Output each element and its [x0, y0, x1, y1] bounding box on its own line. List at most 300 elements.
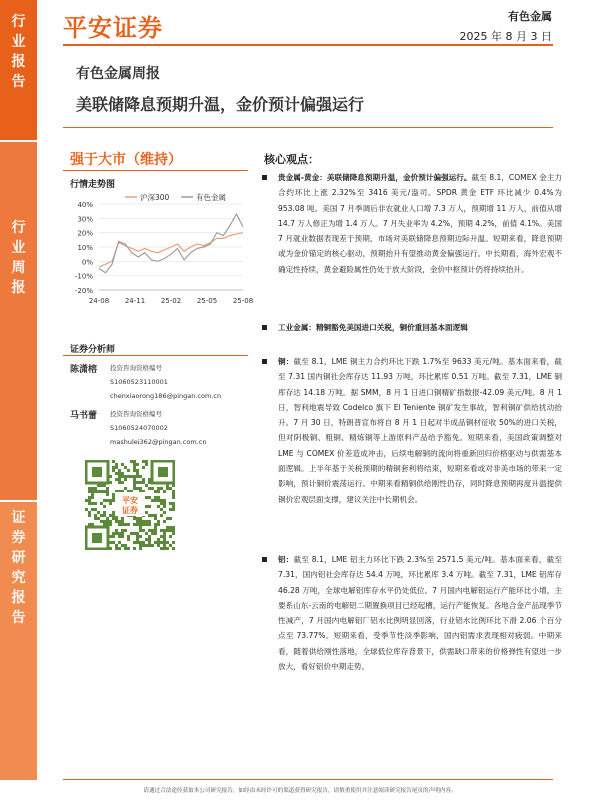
qr-module — [85, 499, 88, 502]
qr-module — [112, 460, 115, 463]
qr-module — [85, 508, 88, 511]
qr-module — [109, 514, 112, 517]
qr-module — [121, 535, 124, 538]
side-band-char: 报 — [11, 590, 26, 606]
qr-module — [142, 520, 145, 523]
qr-module — [136, 487, 139, 490]
qr-module — [124, 544, 127, 547]
qr-module — [139, 481, 142, 484]
qr-module — [160, 529, 163, 532]
qr-module — [112, 532, 115, 535]
qr-module — [139, 475, 142, 478]
qr-module — [157, 541, 160, 544]
qr-module — [94, 487, 97, 490]
qr-module — [139, 535, 142, 538]
qr-module — [163, 535, 166, 538]
qr-module — [139, 487, 142, 490]
qr-module — [148, 529, 151, 532]
qr-module — [112, 496, 115, 499]
bullet-body: 截至 8.1，LME 铜主力合约环比下跌 1.7%至 9633 美元/吨。基本面来看，截至 7.31 国内铜社会库存达 11.93 万吨，环比累库 0.51 万吨。截至 7.31，LME 铜库存达 14.18 万吨。据 SMM，8 月 1 日进口铜精矿指数报-42.09 美元/吨。8 月 1 日，智利地震导致 Codelco 旗下 El Teniente 铜矿发生事故，智利铜矿供给扰动抬升。7 月 30 日，特朗普宣布将自 8 月 1 日起对半成品铜材征收 50%的进口关税，但对阴极铜、粗铜、精炼铜等上游原料产品给予豁免。短期来看，美国政策调整对 LME 与 COMEX 价差造成冲击，后续电解铜的流向将重新回归价格驱动与供需基本面逻辑。上半年基于关税预期的精铜套利将结束，短期来看或对非美市场的带来一定影响，预计铜价震荡运行。中期来看精铜供给刚性仍存，同时降息预期再度升温提供铜价宏观层面支撑，建议关注中长期机会。 — [278, 357, 562, 504]
qr-module — [100, 490, 103, 493]
qr-module — [163, 529, 166, 532]
qr-module — [160, 487, 163, 490]
qr-module — [148, 544, 151, 547]
qr-module — [133, 481, 136, 484]
qr-module — [115, 520, 118, 523]
qr-finder-center — [92, 467, 102, 477]
bullet-body: 截至 8.1，COMEX 金主力合约环比上涨 2.32%至 3416 美元/盎司。SPDR 黄金 ETF 环比减少 0.4%为 953.08 吨。美国 7 月季调后非农就业人口增 7.3 万人，预期增 11 万人，前值从增 14.7 万人修正为增 1.4 万人。7 月失业率为 4.2%，预期 4.2%，前值 4.1%。美国 7 月就业数据表现差于预期，市场对美联储降息预期边际升温。短期来看，降息预期或为金价锚定的核心驱动，预期抬升有望推动黄金偏强运行。中长期看，海外宏观不确定性持续，黄金避险属性仍处于放大阶段，金价中枢预计仍将持续抬升。 — [278, 173, 562, 274]
side-band-char: 券 — [11, 530, 26, 546]
qr-module — [121, 472, 124, 475]
qr-module — [124, 487, 127, 490]
qr-module — [91, 496, 94, 499]
side-band-char: 报 — [11, 54, 26, 70]
core-bullet-gold — [262, 170, 562, 277]
qr-module — [130, 460, 133, 463]
analyst-name: 马书蕾 — [70, 411, 98, 421]
qr-finder-center — [158, 467, 168, 477]
report-date: 2025 年 8 月 3 日 — [459, 30, 552, 43]
qr-module — [118, 469, 121, 472]
qr-module — [100, 514, 103, 517]
qr-module — [172, 532, 175, 535]
qr-module — [154, 496, 157, 499]
chart-y-tick-label: 20% — [77, 229, 93, 238]
side-band-char: 证 — [11, 510, 26, 526]
qr-module — [151, 529, 154, 532]
qr-module — [169, 487, 172, 490]
qr-module — [130, 532, 133, 535]
analyst-cert-label: 投资咨询资格编号 — [110, 410, 162, 418]
qr-module — [145, 484, 148, 487]
qr-module — [103, 505, 106, 508]
qr-module — [163, 544, 166, 547]
qr-module — [172, 526, 175, 529]
qr-module — [88, 514, 91, 517]
qr-module — [133, 469, 136, 472]
qr-module — [172, 490, 175, 493]
qr-module — [145, 520, 148, 523]
qr-module — [157, 523, 160, 526]
side-band-char: 周 — [11, 260, 26, 276]
qr-module — [160, 502, 163, 505]
rating-divider — [63, 170, 248, 171]
qr-module — [154, 490, 157, 493]
title-divider — [63, 127, 553, 128]
qr-module — [145, 544, 148, 547]
header-divider — [63, 44, 553, 46]
qr-module — [115, 529, 118, 532]
qr-module — [133, 460, 136, 463]
qr-module — [154, 541, 157, 544]
qr-module — [121, 481, 124, 484]
qr-module — [148, 496, 151, 499]
qr-module — [124, 478, 127, 481]
chart-title: 行情走势图 — [70, 180, 116, 190]
qr-module — [106, 493, 109, 496]
chart-x-tick-label: 24-08 — [88, 297, 110, 305]
side-band-char: 告 — [11, 74, 26, 90]
qr-module — [133, 487, 136, 490]
qr-module — [169, 535, 172, 538]
qr-module — [139, 526, 142, 529]
qr-module — [121, 523, 124, 526]
qr-module — [154, 532, 157, 535]
qr-module — [148, 487, 151, 490]
side-band-char: 研 — [11, 550, 26, 566]
qr-module — [136, 535, 139, 538]
qr-module — [94, 490, 97, 493]
qr-module — [142, 466, 145, 469]
qr-module — [118, 547, 121, 550]
qr-module — [133, 478, 136, 481]
qr-module — [148, 505, 151, 508]
chart-y-tick-label: 40% — [77, 201, 93, 209]
qr-module — [121, 463, 124, 466]
qr-module — [112, 535, 115, 538]
chart-y-tick-label: 10% — [77, 244, 93, 252]
qr-module — [88, 511, 91, 514]
qr-module — [148, 538, 151, 541]
qr-module — [157, 487, 160, 490]
bullet-square-icon — [262, 557, 267, 562]
qr-module — [121, 517, 124, 520]
qr-module — [157, 499, 160, 502]
qr-module — [112, 499, 115, 502]
qr-module — [139, 517, 142, 520]
qr-module — [115, 517, 118, 520]
bullet-lead: 工业金属：精铜豁免美国进口关税，铜价重回基本面逻辑 — [278, 323, 468, 332]
qr-module — [100, 520, 103, 523]
side-band-industry-weekly — [0, 142, 37, 500]
side-band-char: 业 — [11, 240, 26, 256]
qr-module — [163, 538, 166, 541]
qr-module — [163, 502, 166, 505]
core-views-title: 核心观点： — [264, 153, 319, 166]
report-subtitle: 有色金属周报 — [76, 66, 160, 82]
footer-disclaimer: 请通过合法途径获取本公司研究报告，如经由未经许可的渠道获得研究报告，请慎重使用并注意阅读研究报告尾页的声明内容。 — [143, 788, 457, 794]
qr-module — [154, 499, 157, 502]
qr-module — [163, 505, 166, 508]
qr-module — [139, 541, 142, 544]
side-band-char: 告 — [11, 610, 26, 626]
qr-module — [94, 514, 97, 517]
qr-module — [118, 541, 121, 544]
qr-module — [103, 514, 106, 517]
qr-module — [145, 505, 148, 508]
qr-module — [157, 496, 160, 499]
qr-module — [142, 529, 145, 532]
qr-module — [145, 496, 148, 499]
qr-module — [121, 544, 124, 547]
analyst-divider — [63, 355, 248, 356]
chart-x-tick-label: 25-02 — [160, 297, 182, 305]
qr-module — [136, 472, 139, 475]
qr-module — [163, 541, 166, 544]
qr-module — [133, 466, 136, 469]
qr-module — [121, 475, 124, 478]
qr-finder-center — [92, 533, 102, 543]
qr-module — [163, 547, 166, 550]
qr-module — [142, 544, 145, 547]
qr-module — [163, 520, 166, 523]
legend-label: 沪深300 — [140, 193, 170, 202]
analyst-cert-number: S1060523110001 — [110, 378, 168, 386]
qr-module — [91, 487, 94, 490]
industry-label: 有色金属 — [508, 10, 552, 23]
qr-module — [139, 529, 142, 532]
qr-module — [130, 475, 133, 478]
qr-module — [133, 547, 136, 550]
core-bullet-aluminum — [262, 552, 562, 674]
qr-module — [136, 475, 139, 478]
qr-module — [148, 514, 151, 517]
qr-module — [145, 538, 148, 541]
side-band-char: 行 — [11, 220, 26, 236]
analyst-name: 陈潇榕 — [70, 365, 98, 375]
qr-module — [127, 469, 130, 472]
qr-module — [154, 517, 157, 520]
qr-module — [142, 523, 145, 526]
qr-module — [163, 490, 166, 493]
qr-module — [112, 493, 115, 496]
qr-module — [166, 547, 169, 550]
qr-module — [169, 517, 172, 520]
footer-divider — [63, 779, 553, 780]
qr-module — [142, 460, 145, 463]
qr-module — [115, 472, 118, 475]
core-bullet-industrial-metals — [262, 320, 562, 335]
qr-module — [145, 523, 148, 526]
bullet-lead: 铝： — [278, 555, 294, 564]
qr-module — [94, 517, 97, 520]
qr-module — [118, 472, 121, 475]
market-trend-chart — [63, 190, 253, 325]
qr-module — [106, 487, 109, 490]
analyst-cert-label: 投资咨询资格编号 — [110, 364, 162, 372]
qr-module — [133, 517, 136, 520]
company-logo: 平安证券 — [63, 14, 163, 42]
qr-module — [103, 520, 106, 523]
core-bullet-copper — [262, 354, 562, 507]
qr-module — [157, 544, 160, 547]
chart-y-tick-label: -20% — [74, 287, 93, 295]
qr-module — [91, 493, 94, 496]
qr-module — [118, 478, 121, 481]
qr-module — [139, 520, 142, 523]
qr-module — [106, 490, 109, 493]
qr-module — [127, 475, 130, 478]
qr-module — [103, 511, 106, 514]
qr-module — [124, 475, 127, 478]
qr-module — [172, 505, 175, 508]
side-band-char: 究 — [11, 570, 26, 586]
legend-label: 有色金属 — [196, 193, 226, 202]
qr-module — [172, 529, 175, 532]
qr-module — [136, 520, 139, 523]
qr-module — [115, 547, 118, 550]
qr-module — [166, 487, 169, 490]
qr-module — [136, 481, 139, 484]
qr-module — [157, 490, 160, 493]
qr-module — [133, 523, 136, 526]
qr-module — [94, 508, 97, 511]
qr-module — [91, 502, 94, 505]
qr-module — [124, 547, 127, 550]
qr-module — [124, 529, 127, 532]
qr-module — [112, 466, 115, 469]
qr-module — [127, 535, 130, 538]
qr-module — [121, 532, 124, 535]
qr-module — [133, 541, 136, 544]
qr-module — [160, 535, 163, 538]
qr-module — [109, 520, 112, 523]
rating-label: 强于大市（维持） — [70, 152, 182, 168]
qr-module — [88, 490, 91, 493]
qr-module — [166, 517, 169, 520]
qr-module — [154, 514, 157, 517]
qr-module — [118, 532, 121, 535]
qr-module — [160, 499, 163, 502]
qr-module — [157, 538, 160, 541]
qr-module — [160, 514, 163, 517]
bullet-lead: 贵金属-黄金：美联储降息预期升温，金价预计偏强运行。 — [278, 173, 472, 182]
chart-legend — [125, 192, 226, 202]
qr-module — [145, 463, 148, 466]
qr-module — [127, 538, 130, 541]
qr-module — [139, 523, 142, 526]
qr-module — [136, 517, 139, 520]
bullet-square-icon — [262, 175, 267, 180]
qr-module — [166, 541, 169, 544]
qr-module — [148, 520, 151, 523]
analyst-section-title: 证券分析师 — [70, 345, 116, 355]
qr-module — [151, 514, 154, 517]
side-band-industry-report — [0, 0, 37, 140]
qr-module — [157, 520, 160, 523]
qr-module — [112, 517, 115, 520]
qr-code-icon[interactable] — [85, 460, 175, 550]
analyst-email[interactable]: chenxiaorong186@pingan.com.cn — [110, 392, 222, 400]
qr-module — [145, 532, 148, 535]
qr-module — [136, 463, 139, 466]
qr-module — [154, 529, 157, 532]
qr-module — [172, 508, 175, 511]
qr-module — [172, 547, 175, 550]
qr-module — [118, 481, 121, 484]
side-band-char: 行 — [11, 14, 26, 30]
qr-module — [133, 475, 136, 478]
qr-module — [118, 523, 121, 526]
chart-y-tick-label: 30% — [77, 215, 93, 224]
qr-module — [88, 499, 91, 502]
qr-module — [172, 541, 175, 544]
qr-module — [151, 532, 154, 535]
chart-x-tick-label: 25-08 — [232, 297, 253, 305]
qr-module — [160, 541, 163, 544]
qr-module — [136, 469, 139, 472]
qr-module — [160, 508, 163, 511]
chart-series-line-1 — [99, 233, 243, 267]
qr-logo-text-2: 证券 — [122, 506, 138, 515]
qr-module — [145, 511, 148, 514]
qr-logo-text-1: 平安 — [122, 496, 138, 505]
qr-module — [163, 499, 166, 502]
qr-module — [136, 532, 139, 535]
qr-module — [160, 547, 163, 550]
qr-module — [106, 499, 109, 502]
qr-module — [145, 460, 148, 463]
analyst-cert-number: S1060524070002 — [110, 424, 168, 432]
qr-module — [91, 490, 94, 493]
qr-module — [166, 526, 169, 529]
bullet-square-icon — [262, 359, 267, 364]
qr-module — [88, 496, 91, 499]
qr-module — [172, 493, 175, 496]
qr-module — [91, 508, 94, 511]
qr-module — [133, 463, 136, 466]
qr-module — [115, 544, 118, 547]
qr-module — [97, 517, 100, 520]
chart-y-tick-label: 0% — [81, 258, 93, 267]
side-band-char: 业 — [11, 34, 26, 50]
side-band-securities-research — [0, 502, 37, 780]
qr-module — [172, 496, 175, 499]
bullet-square-icon — [262, 325, 267, 330]
qr-module — [97, 511, 100, 514]
qr-module — [151, 487, 154, 490]
qr-module — [115, 466, 118, 469]
qr-module — [142, 541, 145, 544]
qr-module — [169, 502, 172, 505]
qr-module — [172, 502, 175, 505]
qr-module — [106, 517, 109, 520]
qr-module — [148, 523, 151, 526]
qr-module — [169, 526, 172, 529]
qr-module — [118, 475, 121, 478]
chart-x-tick-label: 25-05 — [196, 297, 218, 305]
qr-module — [109, 502, 112, 505]
qr-module — [115, 478, 118, 481]
qr-module — [148, 541, 151, 544]
qr-module — [136, 541, 139, 544]
qr-module — [103, 490, 106, 493]
bullet-body: 截至 8.1，LME 铝主力环比下跌 2.3%至 2571.5 美元/吨。基本面来看，截至 7.31，国内铝社会库存达 54.4 万吨，环比累库 3.4 万吨。截至 7.31，LME 铝库存 46.28 万吨，全球电解铝库存水平仍处低位。7 月国内电解铝运行产能环比小增，主要系山东-云南的电解铝二期置换项目已经起槽，运行产能恢复。各地合金产品现季节性减产，7 月国内电解铝厂铝水比例明显回落，行业铝水比例环比下滑 2.06 个百分点至 73.77%。短期来看，受季节性淡季影响，国内铝需求表现相对疲弱。中期来看，随着供给刚性落地，全球低位库存背景下，供需缺口带来的价格弹性有望进一步放大，看好铝价中期走势。 — [278, 555, 562, 672]
analyst-email[interactable]: mashulei362@pingan.com.cn — [110, 438, 207, 446]
qr-module — [100, 502, 103, 505]
chart-y-tick-label: -10% — [74, 272, 93, 281]
qr-module — [121, 520, 124, 523]
qr-module — [115, 463, 118, 466]
qr-module — [154, 526, 157, 529]
qr-module — [139, 544, 142, 547]
qr-module — [142, 478, 145, 481]
qr-module — [136, 538, 139, 541]
qr-module — [151, 499, 154, 502]
qr-module — [112, 469, 115, 472]
qr-module — [112, 511, 115, 514]
qr-module — [169, 529, 172, 532]
qr-module — [157, 505, 160, 508]
qr-module — [121, 529, 124, 532]
qr-module — [97, 490, 100, 493]
qr-module — [118, 520, 121, 523]
qr-module — [163, 532, 166, 535]
qr-module — [88, 487, 91, 490]
qr-module — [169, 508, 172, 511]
qr-module — [112, 541, 115, 544]
qr-module — [151, 544, 154, 547]
